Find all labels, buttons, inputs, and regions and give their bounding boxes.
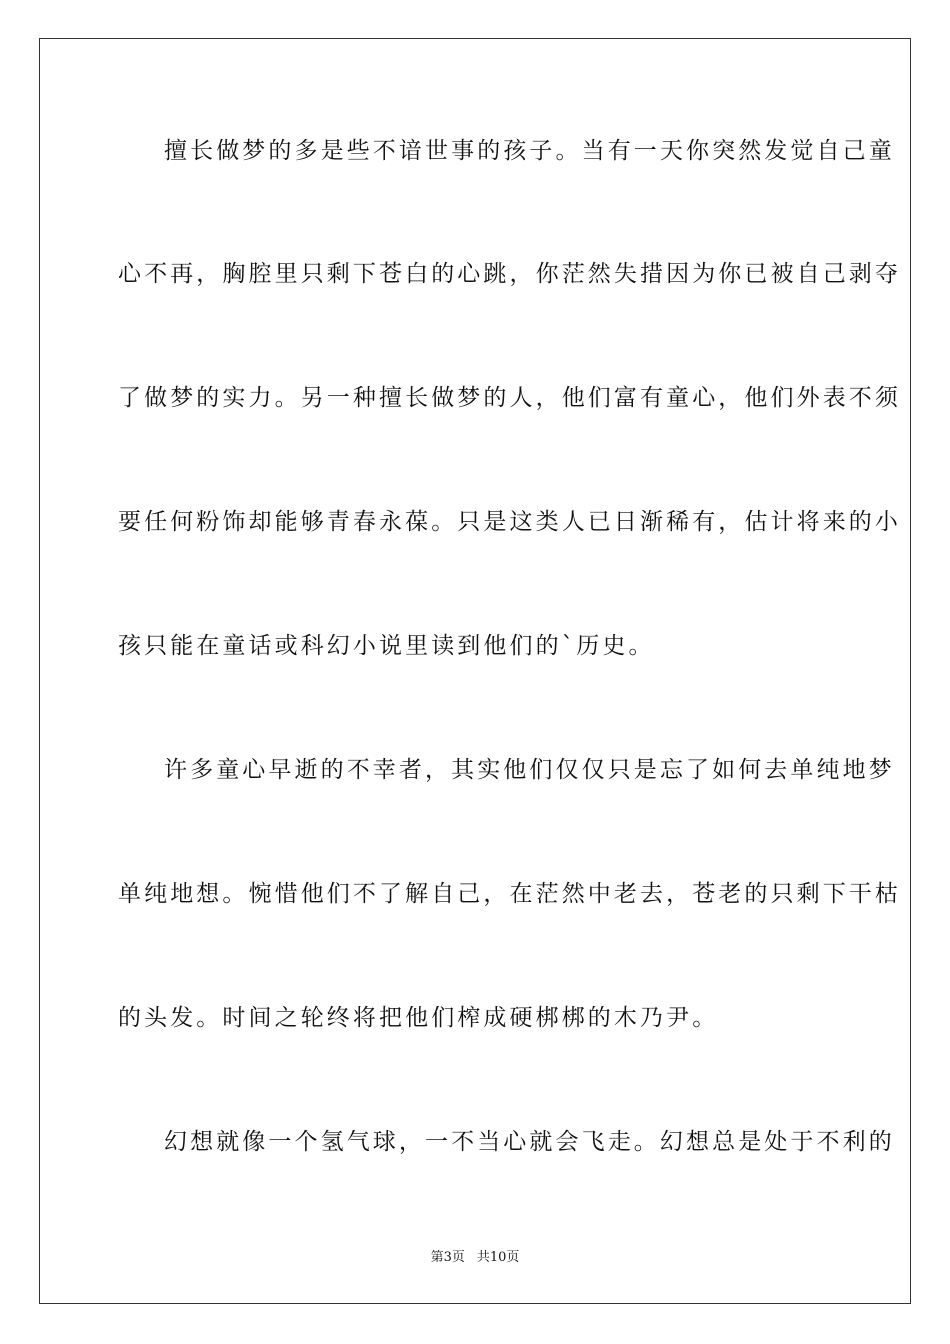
page-footer bbox=[0, 1246, 950, 1265]
text-line: 幻想就像一个氢气球，一不当心就会飞走。幻想总是处于不利的 bbox=[164, 1129, 895, 1155]
page-border bbox=[39, 38, 911, 1304]
text-line: 了做梦的实力。另一种擅长做梦的人，他们富有童心，他们外表不须 bbox=[118, 385, 901, 411]
text-line: 的头发。时间之轮终将把他们榨成硬梆梆的木乃尹。 bbox=[118, 1005, 719, 1031]
page-total: 共10页 bbox=[476, 1250, 520, 1265]
text-line: 许多童心早逝的不幸者，其实他们仅仅只是忘了如何去单纯地梦 bbox=[164, 757, 895, 783]
text-line: 心不再，胸腔里只剩下苍白的心跳，你茫然失措因为你已被自己剥夺 bbox=[118, 261, 901, 287]
page-number: 第3页 bbox=[430, 1250, 465, 1265]
text-line: 单纯地想。惋惜他们不了解自己，在茫然中老去，苍老的只剩下干枯 bbox=[118, 881, 901, 907]
text-line: 要任何粉饰却能够青春永葆。只是这类人已日渐稀有，估计将来的小 bbox=[118, 509, 901, 535]
text-line: 擅长做梦的多是些不谙世事的孩子。当有一天你突然发觉自己童 bbox=[164, 138, 895, 164]
text-line: 孩只能在童话或科幻小说里读到他们的`历史。 bbox=[118, 633, 655, 659]
